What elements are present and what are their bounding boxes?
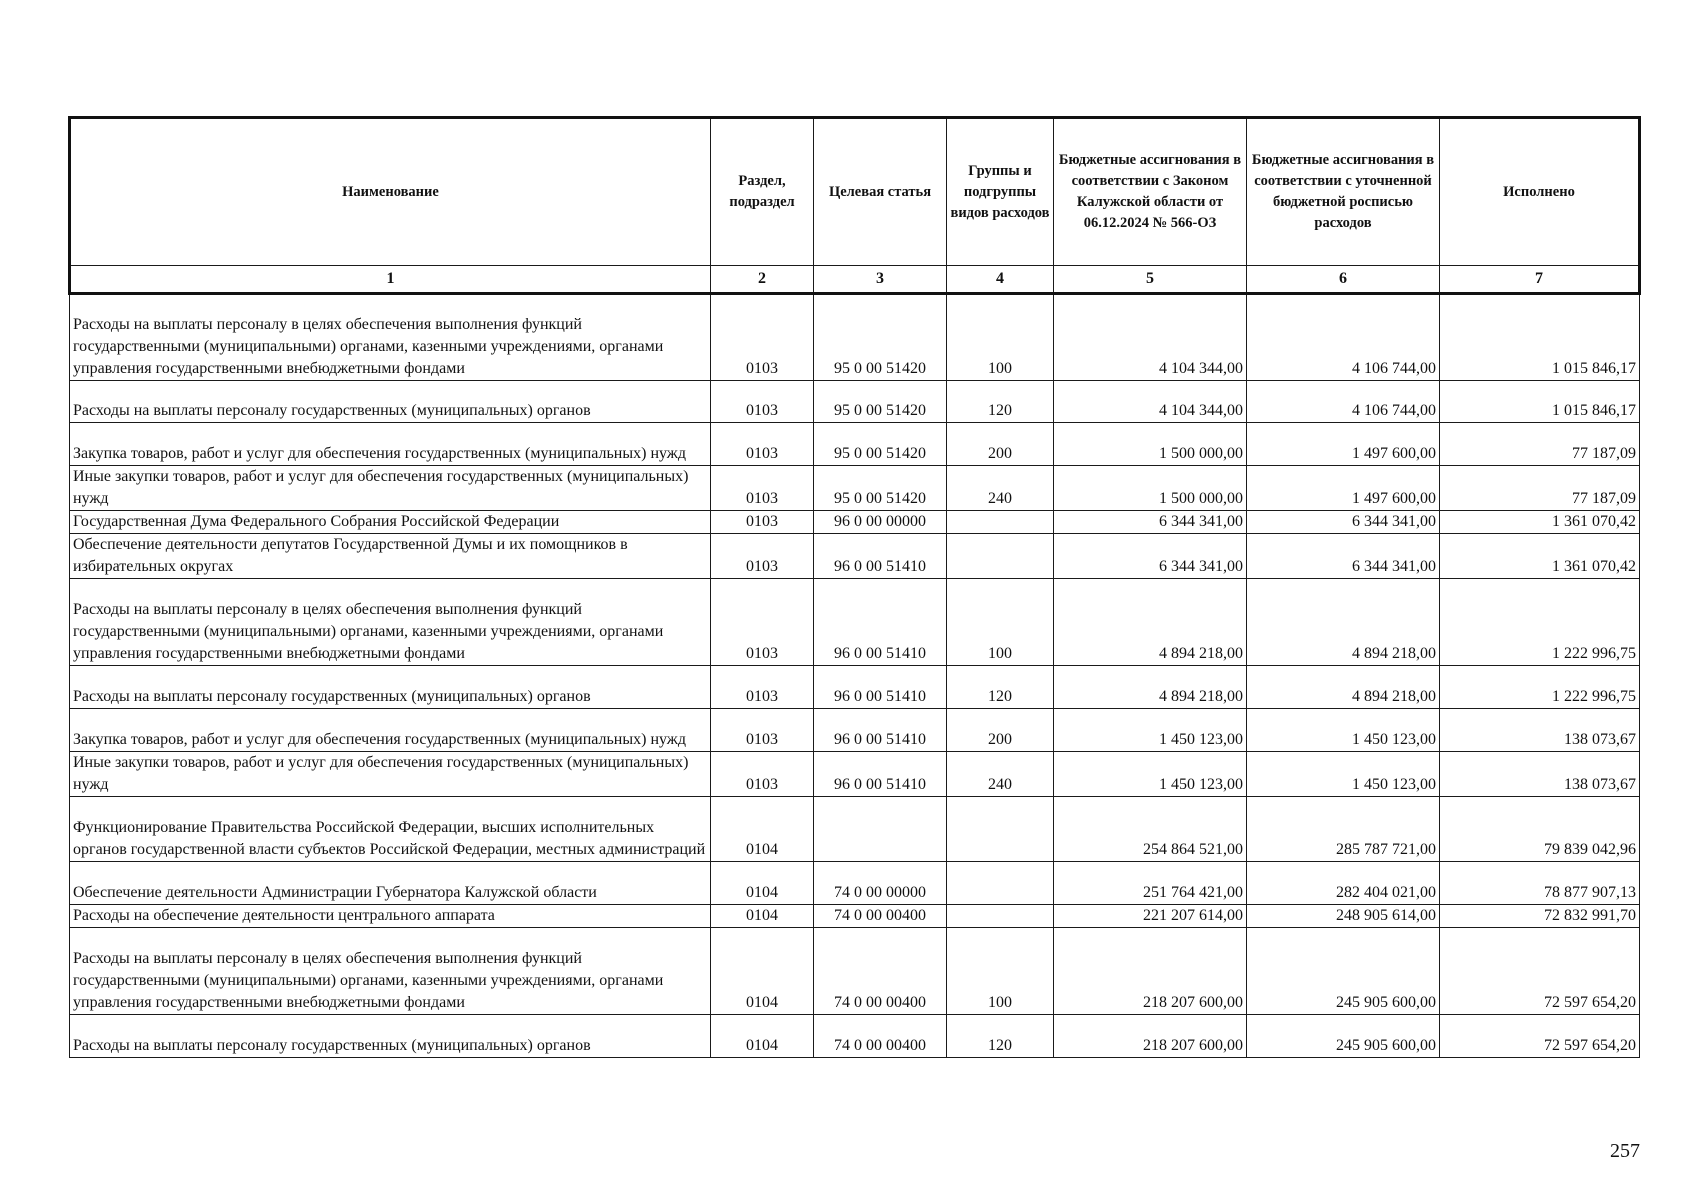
header-refined-appropriations: Бюджетные ассигнования в соответствии с уточненной бюджетной росписью расходов [1247,118,1440,266]
row-target-article: 74 0 00 00400 [814,928,947,1015]
budget-execution-table [68,116,1641,1058]
row-expense-group: 240 [947,466,1054,511]
row-law-appropriation: 4 104 344,00 [1054,381,1247,423]
row-executed: 72 597 654,20 [1440,928,1640,1015]
row-name: Расходы на выплаты персоналу в целях обеспечения выполнения функций государственными (муниципальными) органами, казенными учреждениями, органами управления государственными внебюджетными фондами [70,579,711,666]
row-law-appropriation: 221 207 614,00 [1054,905,1247,928]
row-refined-appropriation: 4 894 218,00 [1247,579,1440,666]
row-target-article: 96 0 00 51410 [814,579,947,666]
row-executed: 79 839 042,96 [1440,797,1640,862]
row-law-appropriation: 6 344 341,00 [1054,534,1247,579]
row-name: Расходы на выплаты персоналу государственных (муниципальных) органов [70,381,711,423]
row-name: Расходы на выплаты персоналу государственных (муниципальных) органов [70,666,711,709]
row-refined-appropriation: 4 106 744,00 [1247,381,1440,423]
table-row [70,1015,1640,1058]
row-law-appropriation: 4 894 218,00 [1054,579,1247,666]
row-executed: 78 877 907,13 [1440,862,1640,905]
table-row [70,862,1640,905]
page-number: 257 [1610,1140,1640,1162]
row-section: 0104 [711,1015,814,1058]
row-expense-group: 120 [947,666,1054,709]
row-target-article: 95 0 00 51420 [814,423,947,466]
row-section: 0104 [711,862,814,905]
row-expense-group [947,905,1054,928]
row-target-article: 96 0 00 51410 [814,709,947,752]
table-row [70,752,1640,797]
row-refined-appropriation: 245 905 600,00 [1247,1015,1440,1058]
column-number: 1 [70,266,711,294]
row-executed: 1 222 996,75 [1440,666,1640,709]
table-row [70,666,1640,709]
row-law-appropriation: 6 344 341,00 [1054,511,1247,534]
row-section: 0103 [711,381,814,423]
table-row [70,579,1640,666]
row-refined-appropriation: 4 894 218,00 [1247,666,1440,709]
row-expense-group: 120 [947,381,1054,423]
column-number: 7 [1440,266,1640,294]
table-row [70,928,1640,1015]
row-target-article: 96 0 00 51410 [814,534,947,579]
row-law-appropriation: 251 764 421,00 [1054,862,1247,905]
row-target-article: 96 0 00 00000 [814,511,947,534]
row-section: 0103 [711,709,814,752]
row-executed: 1 361 070,42 [1440,534,1640,579]
row-section: 0103 [711,511,814,534]
header-name: Наименование [70,118,711,266]
row-section: 0104 [711,797,814,862]
header-row [70,118,1640,266]
table-row [70,381,1640,423]
row-section: 0103 [711,666,814,709]
row-executed: 1 222 996,75 [1440,579,1640,666]
row-section: 0103 [711,423,814,466]
row-executed: 72 832 991,70 [1440,905,1640,928]
row-refined-appropriation: 1 450 123,00 [1247,709,1440,752]
row-target-article: 96 0 00 51410 [814,666,947,709]
row-target-article: 74 0 00 00000 [814,862,947,905]
row-law-appropriation: 254 864 521,00 [1054,797,1247,862]
row-section: 0104 [711,928,814,1015]
row-refined-appropriation: 1 497 600,00 [1247,423,1440,466]
row-name: Расходы на выплаты персоналу в целях обеспечения выполнения функций государственными (муниципальными) органами, казенными учреждениями, органами управления государственными внебюджетными фондами [70,294,711,381]
column-number: 2 [711,266,814,294]
row-executed: 1 015 846,17 [1440,294,1640,381]
row-expense-group [947,797,1054,862]
row-expense-group: 100 [947,928,1054,1015]
row-expense-group: 240 [947,752,1054,797]
header-executed: Исполнено [1440,118,1640,266]
row-law-appropriation: 4 104 344,00 [1054,294,1247,381]
row-section: 0103 [711,579,814,666]
row-name: Обеспечение деятельности депутатов Государственной Думы и их помощников в избирательных округах [70,534,711,579]
row-name: Расходы на выплаты персоналу государственных (муниципальных) органов [70,1015,711,1058]
row-law-appropriation: 1 450 123,00 [1054,709,1247,752]
row-target-article: 95 0 00 51420 [814,466,947,511]
row-executed: 138 073,67 [1440,709,1640,752]
table-body [70,294,1640,1058]
row-executed: 77 187,09 [1440,466,1640,511]
column-number-row [70,266,1640,294]
row-executed: 1 361 070,42 [1440,511,1640,534]
row-expense-group [947,862,1054,905]
row-expense-group [947,511,1054,534]
row-law-appropriation: 1 500 000,00 [1054,423,1247,466]
header-expense-groups: Группы и подгруппы видов расходов [947,118,1054,266]
row-refined-appropriation: 6 344 341,00 [1247,534,1440,579]
row-target-article: 74 0 00 00400 [814,905,947,928]
table-row [70,709,1640,752]
table-row [70,797,1640,862]
row-target-article: 74 0 00 00400 [814,1015,947,1058]
row-target-article: 96 0 00 51410 [814,752,947,797]
row-law-appropriation: 1 450 123,00 [1054,752,1247,797]
header-law-appropriations: Бюджетные ассигнования в соответствии с Законом Калужской области от 06.12.2024 № 566-ОЗ [1054,118,1247,266]
row-expense-group [947,534,1054,579]
row-expense-group: 200 [947,709,1054,752]
row-refined-appropriation: 245 905 600,00 [1247,928,1440,1015]
row-refined-appropriation: 6 344 341,00 [1247,511,1440,534]
row-refined-appropriation: 285 787 721,00 [1247,797,1440,862]
row-target-article: 95 0 00 51420 [814,294,947,381]
row-section: 0103 [711,534,814,579]
row-refined-appropriation: 248 905 614,00 [1247,905,1440,928]
table-row [70,423,1640,466]
row-section: 0103 [711,466,814,511]
row-target-article: 95 0 00 51420 [814,381,947,423]
row-law-appropriation: 4 894 218,00 [1054,666,1247,709]
row-section: 0103 [711,294,814,381]
row-refined-appropriation: 4 106 744,00 [1247,294,1440,381]
row-expense-group: 100 [947,294,1054,381]
row-name: Обеспечение деятельности Администрации Губернатора Калужской области [70,862,711,905]
row-refined-appropriation: 1 450 123,00 [1247,752,1440,797]
header-section: Раздел, подраздел [711,118,814,266]
table-row [70,534,1640,579]
row-law-appropriation: 1 500 000,00 [1054,466,1247,511]
row-law-appropriation: 218 207 600,00 [1054,928,1247,1015]
table-row [70,294,1640,381]
header-target-article: Целевая статья [814,118,947,266]
row-name: Расходы на обеспечение деятельности центрального аппарата [70,905,711,928]
column-number: 5 [1054,266,1247,294]
table-header [70,118,1640,294]
table-row [70,466,1640,511]
row-executed: 138 073,67 [1440,752,1640,797]
column-number: 6 [1247,266,1440,294]
column-number: 3 [814,266,947,294]
row-refined-appropriation: 282 404 021,00 [1247,862,1440,905]
row-refined-appropriation: 1 497 600,00 [1247,466,1440,511]
row-expense-group: 100 [947,579,1054,666]
table-row [70,511,1640,534]
row-name: Иные закупки товаров, работ и услуг для обеспечения государственных (муниципальных) нужд [70,752,711,797]
row-section: 0103 [711,752,814,797]
row-executed: 1 015 846,17 [1440,381,1640,423]
row-name: Иные закупки товаров, работ и услуг для обеспечения государственных (муниципальных) нужд [70,466,711,511]
row-expense-group: 120 [947,1015,1054,1058]
row-executed: 77 187,09 [1440,423,1640,466]
row-name: Функционирование Правительства Российской Федерации, высших исполнительных органов государственной власти субъектов Российской Федерации, местных администраций [70,797,711,862]
row-name: Государственная Дума Федерального Собрания Российской Федерации [70,511,711,534]
column-number: 4 [947,266,1054,294]
table-row [70,905,1640,928]
row-name: Расходы на выплаты персоналу в целях обеспечения выполнения функций государственными (муниципальными) органами, казенными учреждениями, органами управления государственными внебюджетными фондами [70,928,711,1015]
row-law-appropriation: 218 207 600,00 [1054,1015,1247,1058]
row-name: Закупка товаров, работ и услуг для обеспечения государственных (муниципальных) нужд [70,709,711,752]
row-section: 0104 [711,905,814,928]
row-target-article [814,797,947,862]
row-name: Закупка товаров, работ и услуг для обеспечения государственных (муниципальных) нужд [70,423,711,466]
row-expense-group: 200 [947,423,1054,466]
row-executed: 72 597 654,20 [1440,1015,1640,1058]
